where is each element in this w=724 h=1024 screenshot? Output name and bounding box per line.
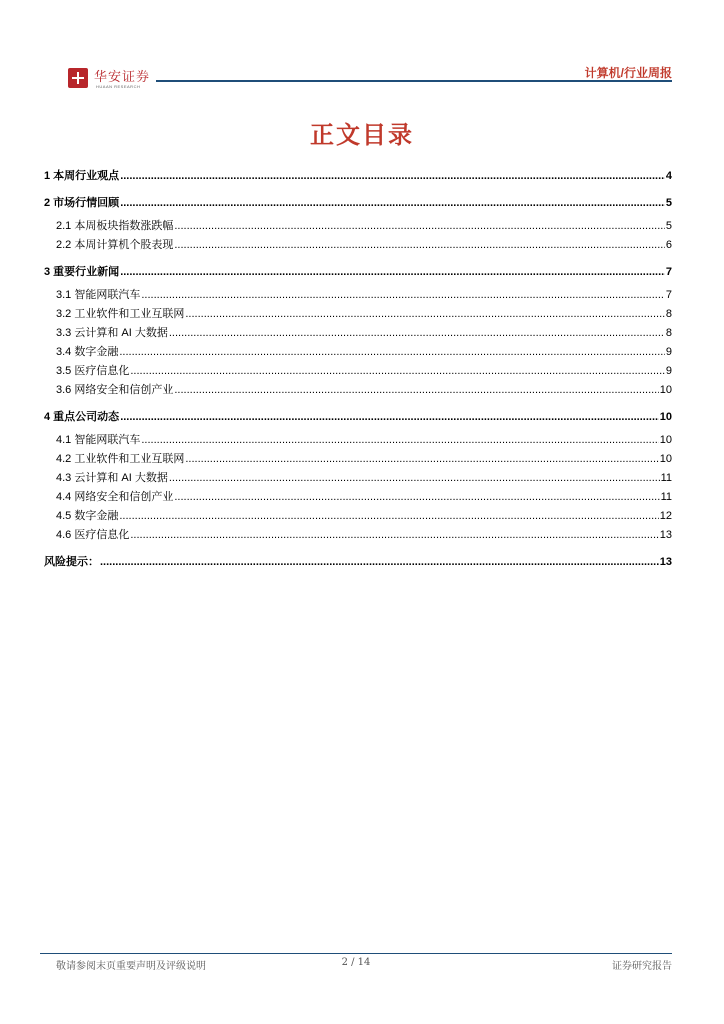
toc-entry-page: 4 — [665, 170, 672, 182]
toc-entry-label: 3.1 智能网联汽车 — [56, 289, 141, 301]
toc-leader-dots — [141, 433, 658, 447]
toc-entry[interactable] — [44, 283, 672, 302]
toc-entry[interactable] — [44, 466, 672, 485]
toc-entry-label: 4.4 网络安全和信创产业 — [56, 491, 174, 503]
toc-leader-dots — [120, 410, 659, 424]
toc-entry-page: 10 — [659, 411, 672, 423]
toc-entry-page: 13 — [659, 529, 672, 541]
toc-entry-page: 12 — [659, 510, 672, 522]
toc-entry[interactable] — [44, 550, 672, 569]
company-logo-text: 华安证券 — [94, 70, 151, 85]
toc-entry[interactable] — [44, 260, 672, 279]
toc-entry-label: 1 本周行业观点 — [44, 170, 120, 182]
toc-entry-page: 5 — [665, 197, 672, 209]
toc-entry[interactable] — [44, 191, 672, 210]
toc-leader-dots — [174, 238, 665, 252]
toc-entry-page: 7 — [665, 266, 672, 278]
toc-entry-label: 2 市场行情回顾 — [44, 197, 120, 209]
toc-leader-dots — [120, 265, 665, 279]
toc-leader-dots — [119, 509, 658, 523]
toc-leader-dots — [185, 452, 658, 466]
table-of-contents — [44, 164, 672, 569]
toc-leader-dots — [120, 169, 665, 183]
toc-entry-label: 3 重要行业新闻 — [44, 266, 120, 278]
toc-entry[interactable] — [44, 214, 672, 233]
toc-entry[interactable] — [44, 485, 672, 504]
company-logo-subtitle: HUAAN RESEARCH — [96, 84, 141, 89]
toc-entry-label: 4.5 数字金融 — [56, 510, 119, 522]
toc-leader-dots — [174, 383, 658, 397]
toc-leader-dots — [119, 345, 665, 359]
toc-entry-label: 2.2 本周计算机个股表现 — [56, 239, 174, 251]
toc-entry-label: 3.5 医疗信息化 — [56, 365, 130, 377]
toc-entry[interactable] — [44, 523, 672, 542]
toc-entry-page: 9 — [665, 346, 672, 358]
toc-leader-dots — [120, 196, 665, 210]
toc-entry[interactable] — [44, 378, 672, 397]
toc-entry-label: 3.4 数字金融 — [56, 346, 119, 358]
toc-entry-label: 4.6 医疗信息化 — [56, 529, 130, 541]
toc-leader-dots — [185, 307, 665, 321]
toc-entry-label: 2.1 本周板块指数涨跌幅 — [56, 220, 174, 232]
toc-entry-page: 13 — [659, 556, 672, 568]
toc-entry-label: 3.6 网络安全和信创产业 — [56, 384, 174, 396]
toc-entry-label: 4.1 智能网联汽车 — [56, 434, 141, 446]
toc-entry-page: 5 — [665, 220, 672, 232]
toc-entry[interactable] — [44, 340, 672, 359]
toc-entry[interactable] — [44, 405, 672, 424]
toc-entry-page: 7 — [665, 289, 672, 301]
toc-leader-dots — [174, 219, 665, 233]
toc-entry-page: 10 — [659, 384, 672, 396]
toc-entry-label: 4.3 云计算和 AI 大数据 — [56, 472, 168, 484]
page-title: 正文目录 — [310, 120, 414, 149]
toc-entry[interactable] — [44, 504, 672, 523]
page-header — [40, 62, 672, 94]
toc-entry[interactable] — [44, 164, 672, 183]
toc-entry-page: 10 — [659, 434, 672, 446]
footer-report-label: 证券研究报告 — [612, 961, 672, 972]
toc-leader-dots — [100, 555, 659, 569]
toc-entry[interactable] — [44, 359, 672, 378]
toc-leader-dots — [130, 528, 658, 542]
toc-entry-page: 11 — [660, 491, 672, 503]
toc-entry-label: 3.2 工业软件和工业互联网 — [56, 308, 185, 320]
toc-entry-page: 9 — [665, 365, 672, 377]
toc-entry-page: 10 — [659, 453, 672, 465]
toc-entry-label: 4 重点公司动态 — [44, 411, 120, 423]
toc-entry-label: 4.2 工业软件和工业互联网 — [56, 453, 185, 465]
footer-disclaimer: 敬请参阅末页重要声明及评级说明 — [56, 961, 206, 972]
toc-leader-dots — [174, 490, 659, 504]
toc-entry[interactable] — [44, 321, 672, 340]
toc-entry[interactable] — [44, 233, 672, 252]
toc-entry-label: 风险提示： — [44, 556, 99, 568]
toc-entry[interactable] — [44, 428, 672, 447]
company-logo-icon — [68, 68, 88, 88]
toc-entry-page: 11 — [660, 472, 672, 484]
report-type: 计算机/行业周报 — [584, 66, 672, 80]
toc-entry-page: 8 — [665, 308, 672, 320]
footer-divider — [40, 953, 672, 954]
toc-entry[interactable] — [44, 302, 672, 321]
page-number: 2 / 14 — [341, 957, 371, 968]
toc-leader-dots — [169, 471, 660, 485]
header-divider — [156, 80, 672, 82]
toc-leader-dots — [130, 364, 665, 378]
toc-entry-label: 3.3 云计算和 AI 大数据 — [56, 327, 168, 339]
toc-entry-page: 6 — [665, 239, 672, 251]
toc-entry[interactable] — [44, 447, 672, 466]
toc-leader-dots — [169, 326, 665, 340]
toc-entry-page: 8 — [665, 327, 672, 339]
toc-leader-dots — [141, 288, 665, 302]
